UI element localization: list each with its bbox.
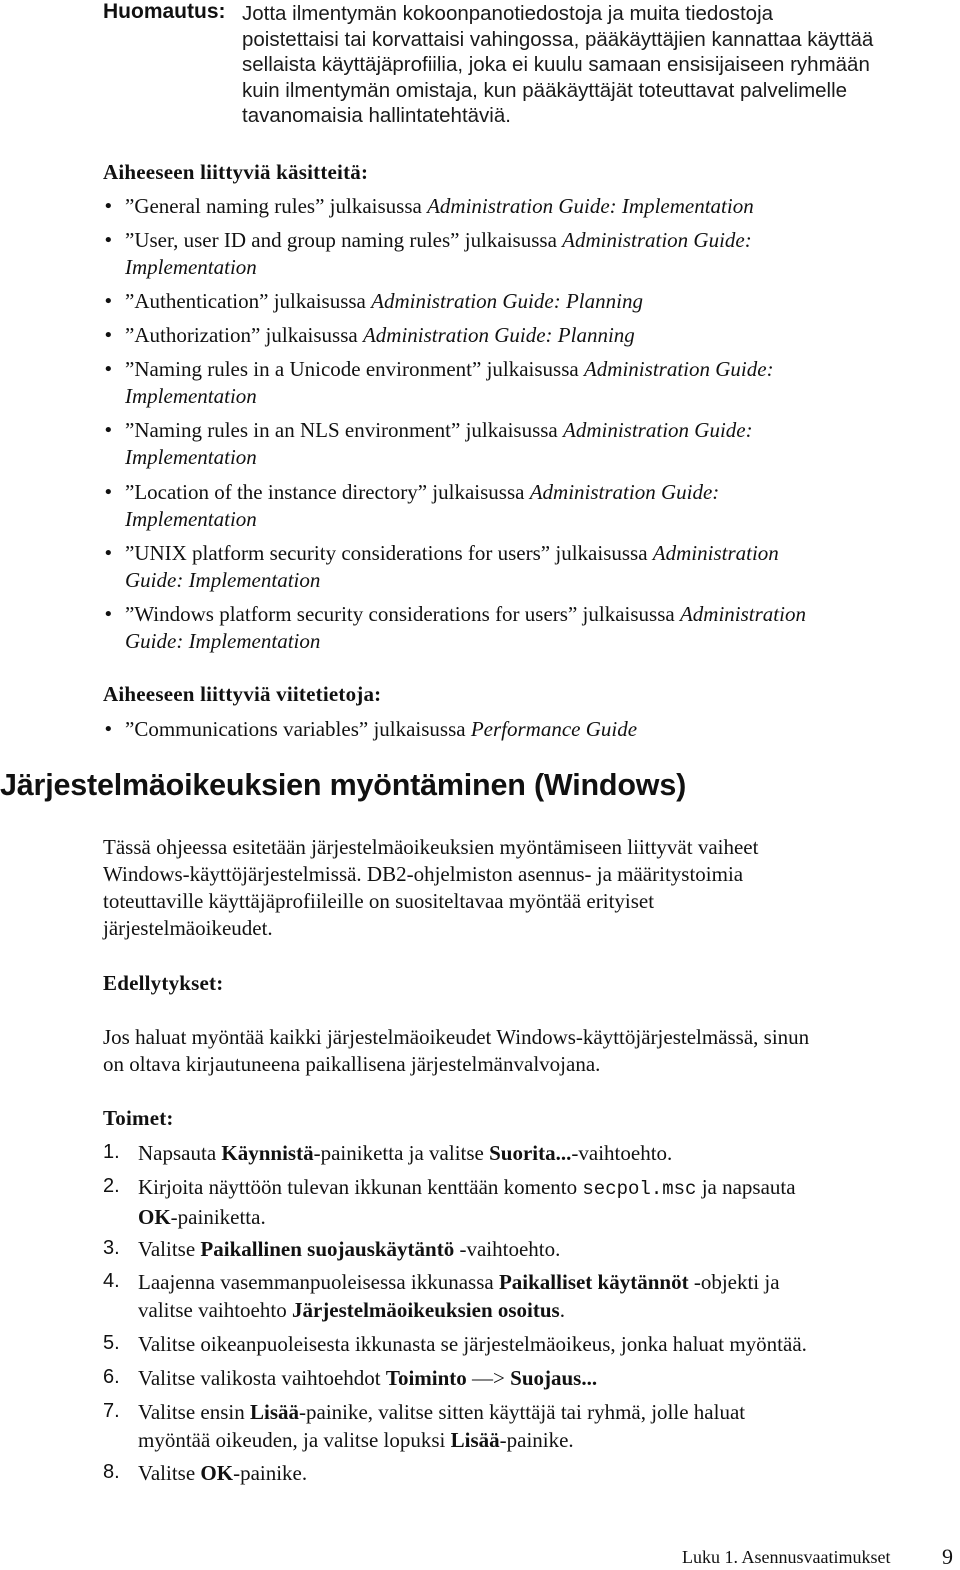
related-link[interactable]: ”Windows platform security considerations for users” julkaisussa Administration Guide: Implementation [125, 602, 806, 653]
note-line: tavanomaisia hallintatehtäviä. [242, 104, 511, 127]
related-link[interactable]: ”Communications variables” julkaisussa Performance Guide [125, 717, 638, 741]
related-concepts-heading: Aiheeseen liittyviä käsitteitä: [103, 160, 369, 184]
step-number: 6. [103, 1366, 120, 1388]
step-item: Napsauta Käynnistä-painiketta ja valitse Suorita...-vaihtoehto. [138, 1141, 673, 1165]
bullet-icon: • [103, 291, 114, 312]
note-line: poistettaisi tai korvattaisi vahingossa, pääkäyttäjien kannattaa käyttää [242, 27, 874, 51]
step-item: Valitse OK-painike. [138, 1461, 308, 1485]
note-line: kuin ilmentymän omistaja, kun pääkäyttäjät toteuttavat palvelimelle [242, 78, 848, 102]
bullet-icon: • [103, 604, 114, 625]
step-number: 2. [103, 1175, 120, 1197]
prereq-heading: Edellytykset: [103, 971, 224, 995]
related-reference-heading: Aiheeseen liittyviä viitetietoja: [103, 682, 382, 706]
related-link[interactable]: ”Naming rules in a Unicode environment” julkaisussa Administration Guide: Implementation [125, 357, 774, 408]
related-link[interactable]: ”General naming rules” julkaisussa Administration Guide: Implementation [125, 194, 754, 218]
bullet-icon: • [103, 196, 114, 217]
bullet-icon: • [103, 359, 114, 380]
step-item: Valitse ensin Lisää-painike, valitse sitten käyttäjä tai ryhmä, jolle haluat myöntää oikeuden, ja valitse lopuksi Lisää-painike. [138, 1400, 746, 1452]
step-number: 1. [103, 1141, 120, 1163]
steps-heading: Toimet: [103, 1106, 174, 1130]
step-number: 5. [103, 1332, 120, 1354]
related-link[interactable]: ”Authorization” julkaisussa Administration Guide: Planning [125, 323, 635, 347]
bullet-icon: • [103, 420, 114, 441]
step-item: Kirjoita näyttöön tulevan ikkunan kenttään komento secpol.msc ja napsauta OK-painiketta. [138, 1175, 796, 1229]
step-number: 3. [103, 1237, 120, 1259]
related-link[interactable]: ”UNIX platform security considerations for users” julkaisussa Administration Guide: Implementation [125, 541, 779, 592]
bullet-icon: • [103, 719, 114, 740]
note-label: Huomautus: [103, 0, 226, 23]
page-number: 9 [942, 1544, 953, 1569]
related-link[interactable]: ”Naming rules in an NLS environment” julkaisussa Administration Guide: Implementation [125, 418, 753, 469]
step-number: 4. [103, 1270, 120, 1292]
step-item: Laajenna vasemmanpuoleisessa ikkunassa Paikalliset käytännöt -objekti ja valitse vaihtoehto Järjestelmäoikeuksien osoitus. [138, 1270, 780, 1322]
bullet-icon: • [103, 325, 114, 346]
bullet-icon: • [103, 543, 114, 564]
related-link[interactable]: ”Authentication” julkaisussa Administration Guide: Planning [125, 289, 643, 313]
command-code: secpol.msc [582, 1178, 697, 1200]
step-number: 7. [103, 1400, 120, 1422]
note-line: sellaista käyttäjäprofiilia, joka ei kuulu samaan ensisijaiseen ryhmään [242, 53, 870, 76]
note-line: Jotta ilmentymän kokoonpanotiedostoja ja muita tiedostoja [242, 2, 774, 25]
section-heading: Järjestelmäoikeuksien myöntäminen (Windows) [0, 768, 687, 802]
intro-paragraph: Tässä ohjeessa esitetään järjestelmäoikeuksien myöntämiseen liittyvät vaiheet Windows-käyttöjärjestelmissä. DB2-ohjelmiston asennus- ja määritystoimia toteuttaville käyttäjäprofiileille on suositeltavaa myöntää erityiset järjestelmäoikeudet. [103, 835, 759, 940]
step-item: Valitse Paikallinen suojauskäytäntö -vaihtoehto. [138, 1237, 561, 1261]
note-text [242, 1, 957, 129]
bullet-icon: • [103, 482, 114, 503]
step-number: 8. [103, 1461, 120, 1483]
chapter-footer: Luku 1. Asennusvaatimukset [682, 1547, 891, 1567]
step-item: Valitse valikosta vaihtoehdot Toiminto —> Suojaus... [138, 1366, 598, 1390]
related-link[interactable]: ”Location of the instance directory” julkaisussa Administration Guide: Implementation [125, 480, 720, 531]
bullet-icon: • [103, 230, 114, 251]
step-item: Valitse oikeanpuoleisesta ikkunasta se järjestelmäoikeus, jonka haluat myöntää. [138, 1332, 807, 1356]
prereq-paragraph: Jos haluat myöntää kaikki järjestelmäoikeudet Windows-käyttöjärjestelmässä, sinun on oltava kirjautuneena paikallisena järjestelmänvalvojana. [103, 1025, 810, 1076]
related-link[interactable]: ”User, user ID and group naming rules” julkaisussa Administration Guide: Implementation [125, 228, 752, 279]
